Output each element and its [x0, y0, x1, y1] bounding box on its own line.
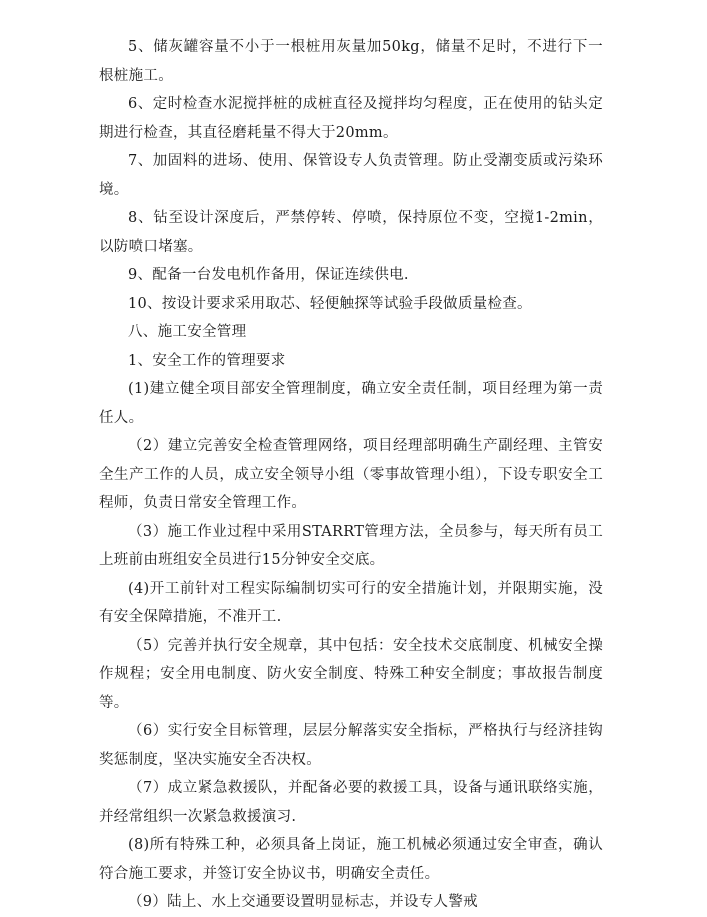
safety-item-6: （6）实行安全目标管理，层层分解落实安全指标，严格执行与经济挂钩奖惩制度，坚决实施安全否决权。 [99, 723, 603, 768]
safety-item-4: (4)开工前针对工程实际编制切实可行的安全措施计划，并限期实施，没有安全保障措施，不准开工. [99, 580, 603, 625]
safety-item-7: （7）成立紧急救援队，并配备必要的救援工具，设备与通讯联络实施，并经常组织一次紧急救援演习. [99, 780, 603, 825]
safety-item-3: （3）施工作业过程中采用STARRT管理方法，全员参与，每天所有员工上班前由班组安全员进行15分钟安全交底。 [99, 523, 603, 568]
paragraph-item-7: 7、加固料的进场、使用、保管设专人负责管理。防止受潮变质或污染环境。 [99, 153, 603, 198]
safety-item-1: (1)建立健全项目部安全管理制度，确立安全责任制，项目经理为第一责任人。 [99, 381, 603, 426]
document-body [99, 33, 603, 917]
subsection-heading: 1、安全工作的管理要求 [128, 352, 286, 369]
safety-item-8: (8)所有特殊工种，必须具备上岗证，施工机械必须通过安全审查，确认符合施工要求，并签订安全协议书，明确安全责任。 [99, 837, 603, 882]
paragraph-item-8: 8、钻至设计深度后，严禁停转、停喷，保持原位不变，空搅1-2min，以防喷口堵塞。 [99, 210, 603, 255]
paragraph-item-6: 6、定时检查水泥搅拌桩的成桩直径及搅拌均匀程度，正在使用的钻头定期进行检查，其直径磨耗量不得大于20mm。 [99, 96, 603, 141]
section-heading: 八、施工安全管理 [128, 324, 247, 340]
safety-item-5: （5）完善并执行安全规章，其中包括：安全技术交底制度、机械安全操作规程；安全用电制度、防火安全制度、特殊工种安全制度；事故报告制度等。 [99, 637, 603, 711]
paragraph-item-10: 10、按设计要求采用取芯、轻便触探等试验手段做质量检查。 [128, 295, 532, 312]
safety-item-9: （9）陆上、水上交通要设置明显标志，并设专人警戒 [128, 894, 478, 910]
paragraph-item-5: 5、储灰罐容量不小于一根桩用灰量加50kg，储量不足时，不进行下一根桩施工。 [99, 39, 603, 84]
paragraph-item-9: 9、配备一台发电机作备用，保证连续供电. [128, 267, 409, 283]
safety-item-2: （2）建立完善安全检查管理网络，项目经理部明确生产副经理、主管安全生产工作的人员，成立安全领导小组（零事故管理小组），下设专职安全工程师，负责日常安全管理工作。 [99, 438, 603, 511]
